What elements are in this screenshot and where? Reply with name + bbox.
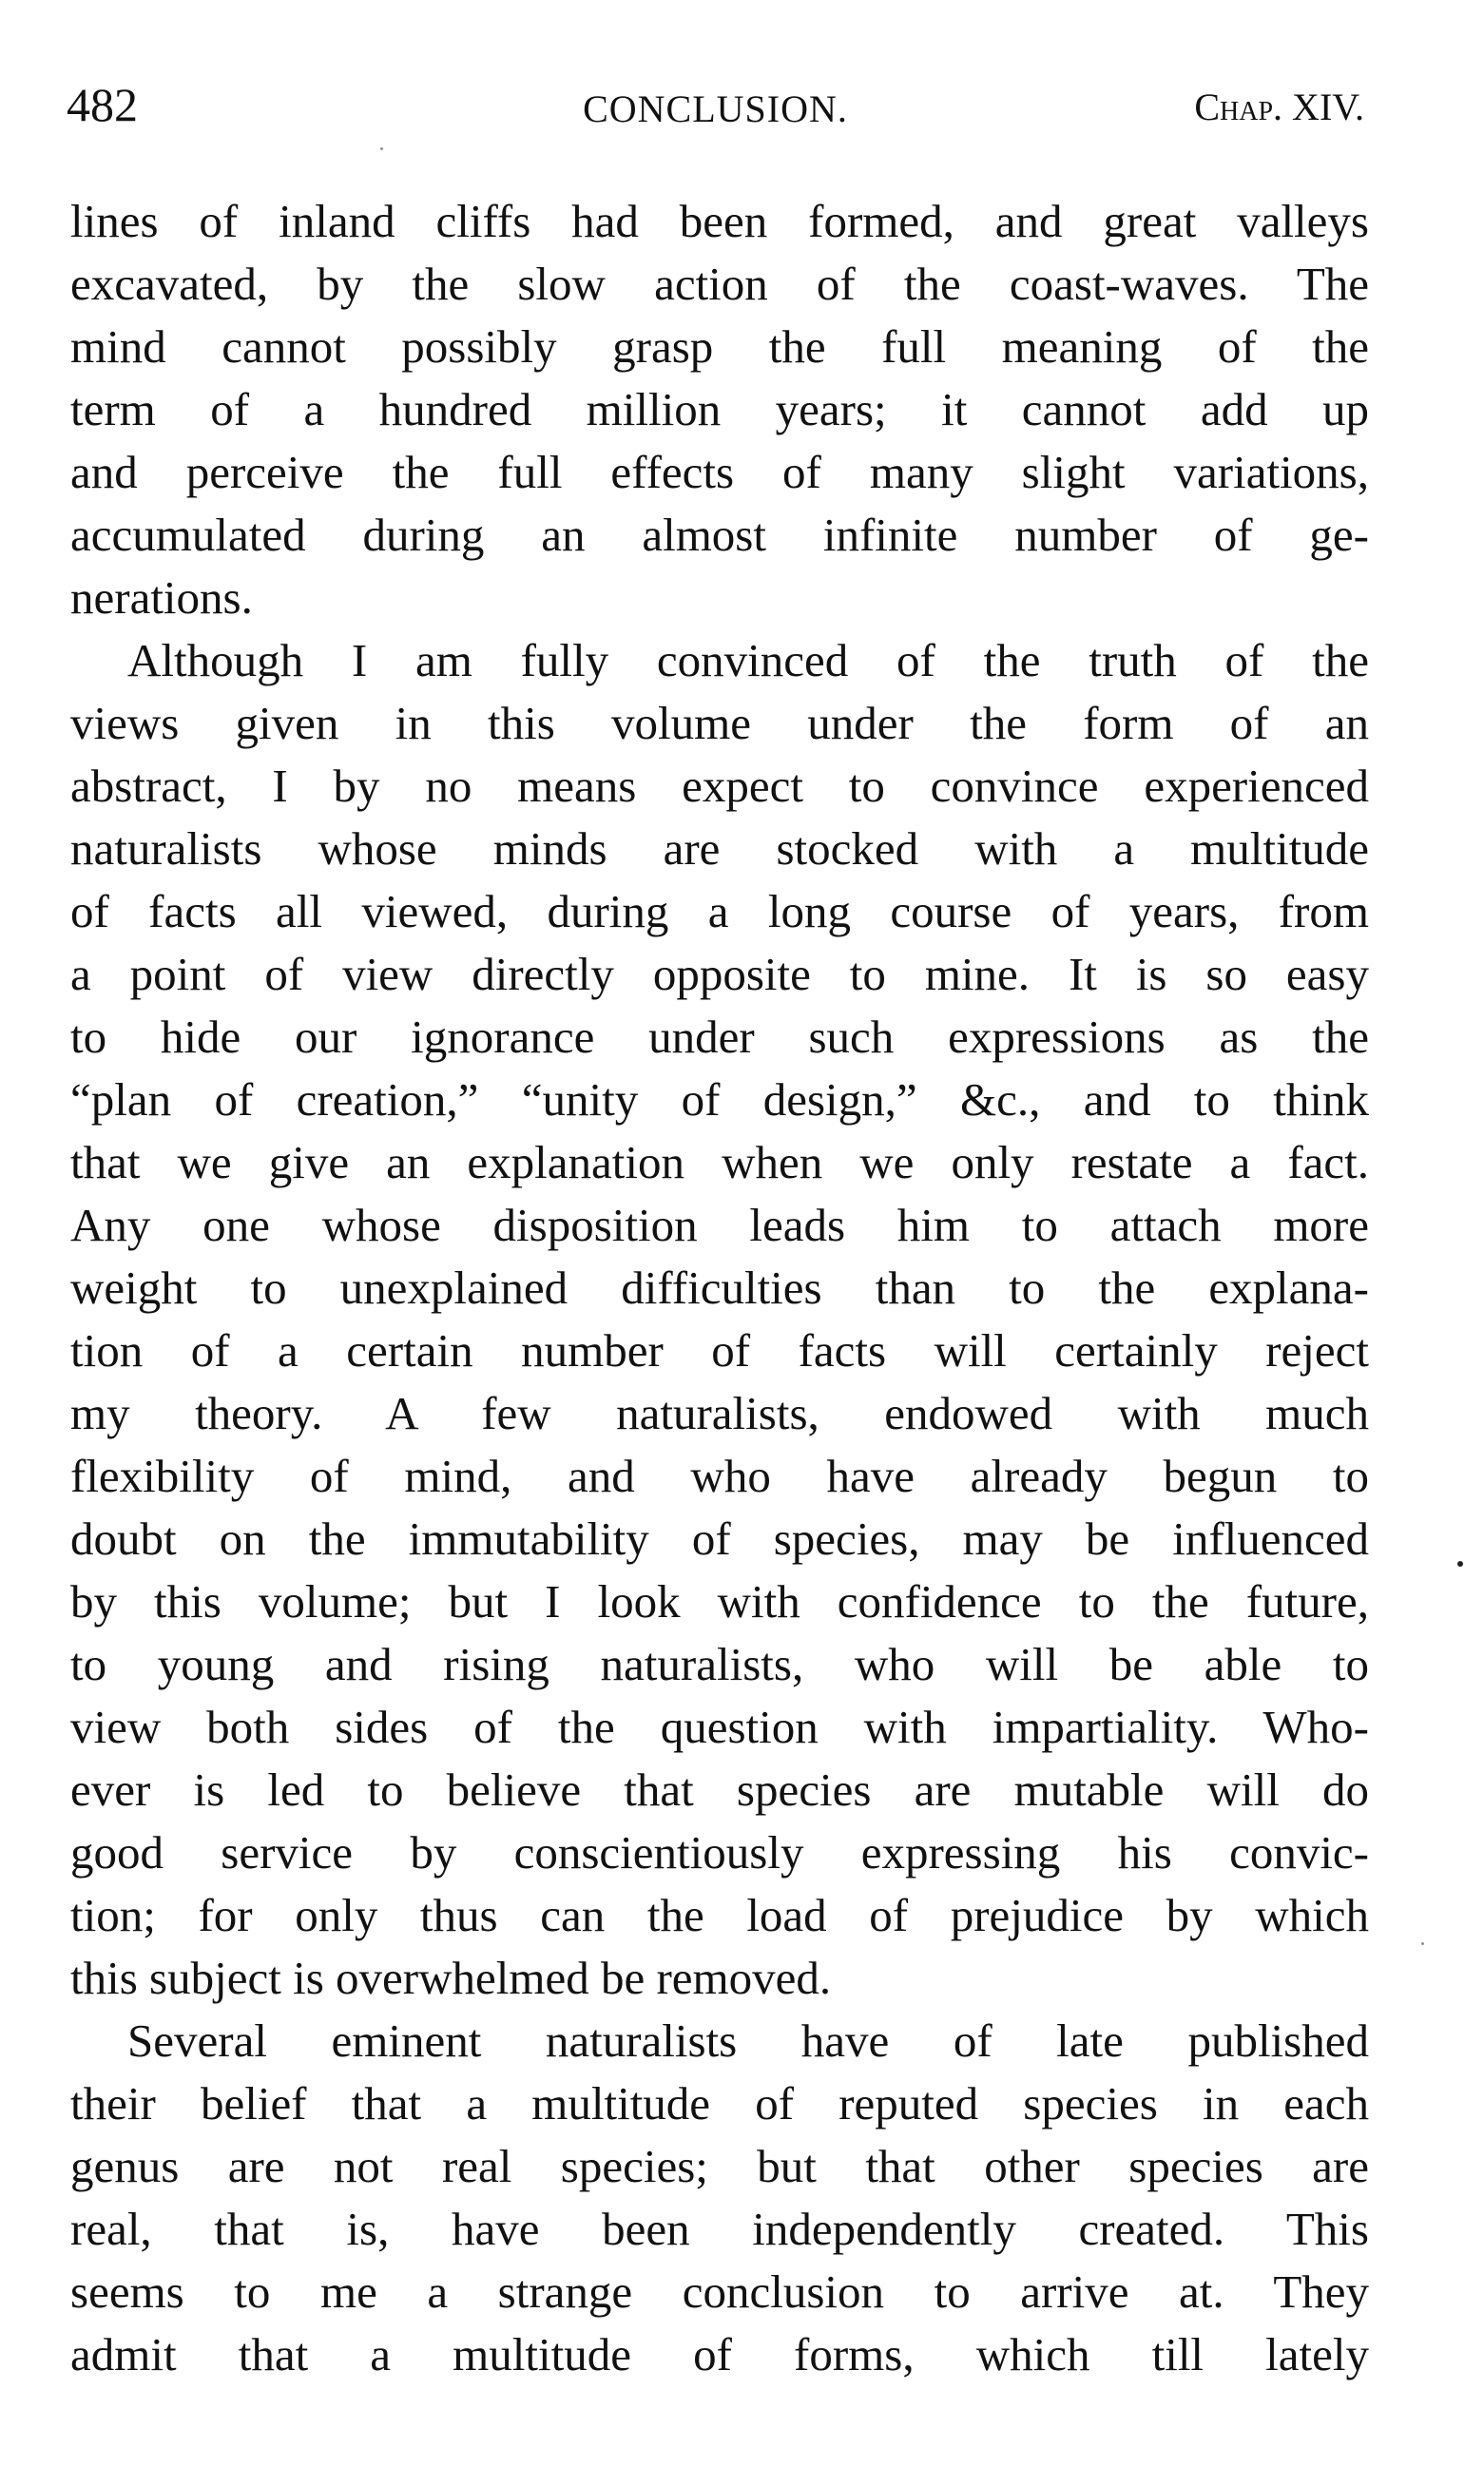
running-head bbox=[67, 76, 1364, 143]
text-line: and perceive the full effects of many slight variations, bbox=[70, 446, 1369, 498]
body-text bbox=[70, 190, 1369, 2386]
scan-speck bbox=[1421, 1942, 1424, 1945]
text-line: my theory. A few naturalists, endowed with much bbox=[70, 1387, 1369, 1439]
text-line: admit that a multitude of forms, which till lately bbox=[70, 2328, 1369, 2380]
paragraph-1 bbox=[70, 190, 1369, 629]
text-line: lines of inland cliffs had been formed, and great valleys bbox=[70, 195, 1369, 247]
text-line: accumulated during an almost infinite number of ge- bbox=[70, 509, 1369, 561]
text-line: nerations. bbox=[70, 571, 253, 624]
chapter-reference: Chap. XIV. bbox=[1194, 86, 1364, 128]
text-line: ever is led to believe that species are mutable will do bbox=[70, 1764, 1369, 1816]
text-line: weight to unexplained difficulties than to the explana- bbox=[70, 1262, 1369, 1314]
text-line: this subject is overwhelmed be removed. bbox=[70, 1952, 832, 2004]
text-line: by this volume; but I look with confidence to the future, bbox=[70, 1575, 1369, 1628]
paragraph-2 bbox=[70, 629, 1369, 2010]
text-line: “plan of creation,” “unity of design,” &c., and to think bbox=[70, 1073, 1369, 1126]
text-line: a point of view directly opposite to mine. It is so easy bbox=[70, 948, 1369, 1000]
text-line: mind cannot possibly grasp the full meaning of the bbox=[70, 320, 1369, 373]
text-line: seems to me a strange conclusion to arrive at. They bbox=[70, 2265, 1369, 2318]
text-line: to hide our ignorance under such expressions as the bbox=[70, 1011, 1369, 1063]
text-line: view both sides of the question with impartiality. Who- bbox=[70, 1701, 1369, 1753]
text-line: flexibility of mind, and who have already begun to bbox=[70, 1450, 1369, 1502]
text-line: views given in this volume under the form of an bbox=[70, 697, 1369, 749]
text-line: term of a hundred million years; it cannot add up bbox=[70, 383, 1369, 435]
text-line: Any one whose disposition leads him to attach more bbox=[70, 1199, 1369, 1251]
chapter-title: CONCLUSION. bbox=[583, 87, 848, 130]
text-line: abstract, I by no means expect to convince experienced bbox=[70, 760, 1369, 812]
text-line: their belief that a multitude of reputed species in each bbox=[70, 2077, 1369, 2130]
text-line: to young and rising naturalists, who will be able to bbox=[70, 1638, 1369, 1690]
text-line: tion of a certain number of facts will certainly reject bbox=[70, 1324, 1369, 1377]
text-line: good service by conscientiously expressing his convic- bbox=[70, 1826, 1369, 1879]
page-number: 482 bbox=[67, 78, 138, 131]
text-line: real, that is, have been independently created. This bbox=[70, 2203, 1369, 2255]
scan-speck bbox=[380, 147, 383, 150]
scan-speck bbox=[1457, 1561, 1463, 1567]
text-line: genus are not real species; but that other species are bbox=[70, 2140, 1369, 2192]
text-line: Although I am fully convinced of the truth of the bbox=[127, 634, 1369, 686]
text-line: that we give an explanation when we only restate a fact. bbox=[70, 1136, 1369, 1188]
paragraph-3 bbox=[70, 2010, 1369, 2386]
text-line: excavated, by the slow action of the coast-waves. The bbox=[70, 258, 1369, 310]
text-line: Several eminent naturalists have of late published bbox=[127, 2014, 1369, 2067]
text-line: tion; for only thus can the load of prejudice by which bbox=[70, 1889, 1369, 1941]
text-line: naturalists whose minds are stocked with a multitude bbox=[70, 822, 1369, 875]
text-line: of facts all viewed, during a long course of years, from bbox=[70, 885, 1369, 937]
text-line: doubt on the immutability of species, may be influenced bbox=[70, 1513, 1369, 1565]
